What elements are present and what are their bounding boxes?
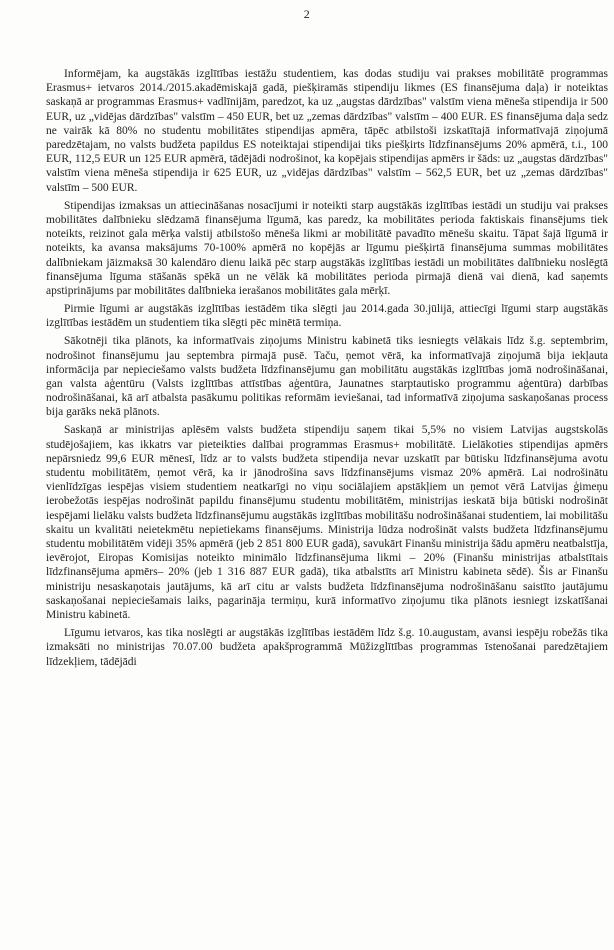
paragraph-stipend-payment-conditions: Stipendijas izmaksas un attiecināšanas nosacījumi ir noteikti starp augstākās izglītības iestādi un studiju vai prakses mobilitātes dalībnieku slēdzamā finansējuma līgumā, kas paredz, ka mobilitātes perioda faktiskais finansējums tiek noteikts, reizinot gala mērķa valstij atbilstošo mēneša likmi ar mobilitātē pavadīto mēnešu skaitu. Tāpat šajā līgumā ir noteikts, ka avansa maksājums 70-100% apmērā no kopējās ar līgumu piešķirtā finansējuma summas mobilitātes dalībniekam jāizmaksā 30 kalendāro dienu laikā pēc starp augstākās izglītības iestādi un mobilitātes dalībnieku noslēgtā finansējuma līguma stāšanās spēkā un ne vēlāk kā mobilitātes perioda pirmajā dienā vai dienā, kad saņemts apstiprinājums par mobilitātes dalībnieka ierašanos mobilitātes gala mērķī. bbox=[46, 199, 608, 297]
paragraph-first-contracts: Pirmie līgumi ar augstākās izglītības iestādēm tika slēgti jau 2014.gada 30.jūlijā, attiecīgi līgumi starp augstākās izglītības iestādēm un studentiem tika slēgti pēc minētā termiņa. bbox=[46, 303, 608, 330]
paragraph-report-timeline: Sākotnēji tika plānots, ka informatīvais ziņojums Ministru kabinetā tiks iesniegts vēlākais līdz š.g. septembrim, nodrošinot finansējumu jau septembra pirmajā pusē. Taču, ņemot vērā, ka informatīvajā ziņojumā bija iekļauta informācija par nepieciešamo valsts budžeta līdzfinansējumu gan mobilitātu augstākās izglītības jomā nodrošināšanai, gan valsta aģentūru (Valsts izglītības attīstības aģentūra, Jaunatnes starptautisko programmu aģentūra) darbības nodrošināšanai, kā arī atbalsta pasākumu politikas reformām ieviešanai, tad informatīvā ziņojuma saskaņošanas process bija garāks nekā plānots. bbox=[46, 335, 608, 419]
paragraph-budget-cofinancing: Saskaņā ar ministrijas aplēsēm valsts budžeta stipendiju saņem tikai 5,5% no visiem Latvijas augstskolās studējošajiem, kas ikkatrs var pieteikties dalībai programmas Erasmus+ mobilitātē. Lielākoties stipendijas apmērs nepārsniedz 99,6 EUR mēnesī, līdz ar to valsts budžeta stipendija nevar uzskatīt par būtisku līdzfinansējuma avotu studentu mobilitātēm, ņemot vērā, ka ir jānodrošina savs līdzfinansējums vismaz 20% apmērā. Lai nodrošinātu vienlīdzīgas iespējas visiem studentiem neatkarīgi no viņu sociālajiem apstākļiem un ņemot vērā Latvijas ģimeņu ierobežotās iespējas nodrošināt papildu finansējumu studentu mobilitātēm, ministrijas ieskatā bija būtiski nodrošināt iespējami lielāku valsts budžeta līdzfinansējumu augstākās izglītības mobilitāšu nodrošināšanai studentiem, lai mobilitāšu skaitu un kvalitāti neietekmētu nepietiekams finansējums. Ministrija lūdza nodrošināt valsts budžeta līdzfinansējumu studentu mobilitātēm vidēji 35% apmērā (jeb 2 851 800 EUR gadā), savukārt Finanšu ministrija šādu apmēru neatbalstīja, ievērojot, Eiropas Komisijas noteikto minimālo līdzfinansējuma likmi – 20% (Finanšu ministrijas atbalstītais līdzfinansējuma apmērs– 20% (jeb 1 316 887 EUR gadā), tika atbalstīts arī Ministru kabineta sēdē). Šis ar Finanšu ministriju nesaskaņotais jautājums, kā arī citu ar valsts budžeta līdzfinansējuma nodrošināšanu saistīto jautājumu saskaņošanai nepieciešamais laiks, pagarināja termiņu, kurā informatīvo ziņojumu tika plānots iesniegt izskatīšanai Ministru kabinetā. bbox=[46, 424, 608, 622]
paragraph-advance-payments: Līgumu ietvaros, kas tika noslēgti ar augstākās izglītības iestādēm līdz š.g. 10.augustam, avansi iespēju robežās tika izmaksāti no ministrijas 70.07.00 budžeta apakšprogrammā Mūžizglītības programmas īstenošanai paredzētajiem līdzekļiem, tādējādi bbox=[46, 627, 608, 668]
paragraph-erasmus-stipend-rates: Informējam, ka augstākās izglītības iestāžu studentiem, kas dodas studiju vai prakses mobilitātē programmas Erasmus+ ietvaros 2014./2015.akadēmiskajā gadā, piešķiramās stipendiju likmes (ES finansējuma daļa) ir noteiktas saskaņā ar programmas Erasmus+ vadlīnijām, paredzot, ka uz „augstas dārdzības" valstīm viena mēneša stipendija ir 500 EUR, uz „vidējas dārdzības" valstīm – 450 EUR, bet uz „zemas dārdzības" valstīm – 400 EUR. ES finansējuma daļa sedz ne vairāk kā 80% no studentu mobilitātes stipendijas apmēra, tāpēc atbilstoši izskatītajā informatīvajā ziņojumā paredzētajam, no valsts budžeta papildus ES noteiktajai stipendijai tiks piešķirts līdzfinansējums 20% apmērā, t.i., 100 EUR, 112,5 EUR un 125 EUR apmērā, tādējādi nodrošinot, ka kopējais stipendijas apmērs ir šāds: uz „augstas dārdzības" valstīm viena mēneša stipendija ir 625 EUR, uz „vidējas dārdzības" valstīm – 562,5 EUR, bet uz „zemas dārdzības" valstīm – 500 EUR. bbox=[46, 68, 608, 194]
document-body bbox=[46, 67, 608, 669]
page-number: 2 bbox=[303, 7, 311, 21]
